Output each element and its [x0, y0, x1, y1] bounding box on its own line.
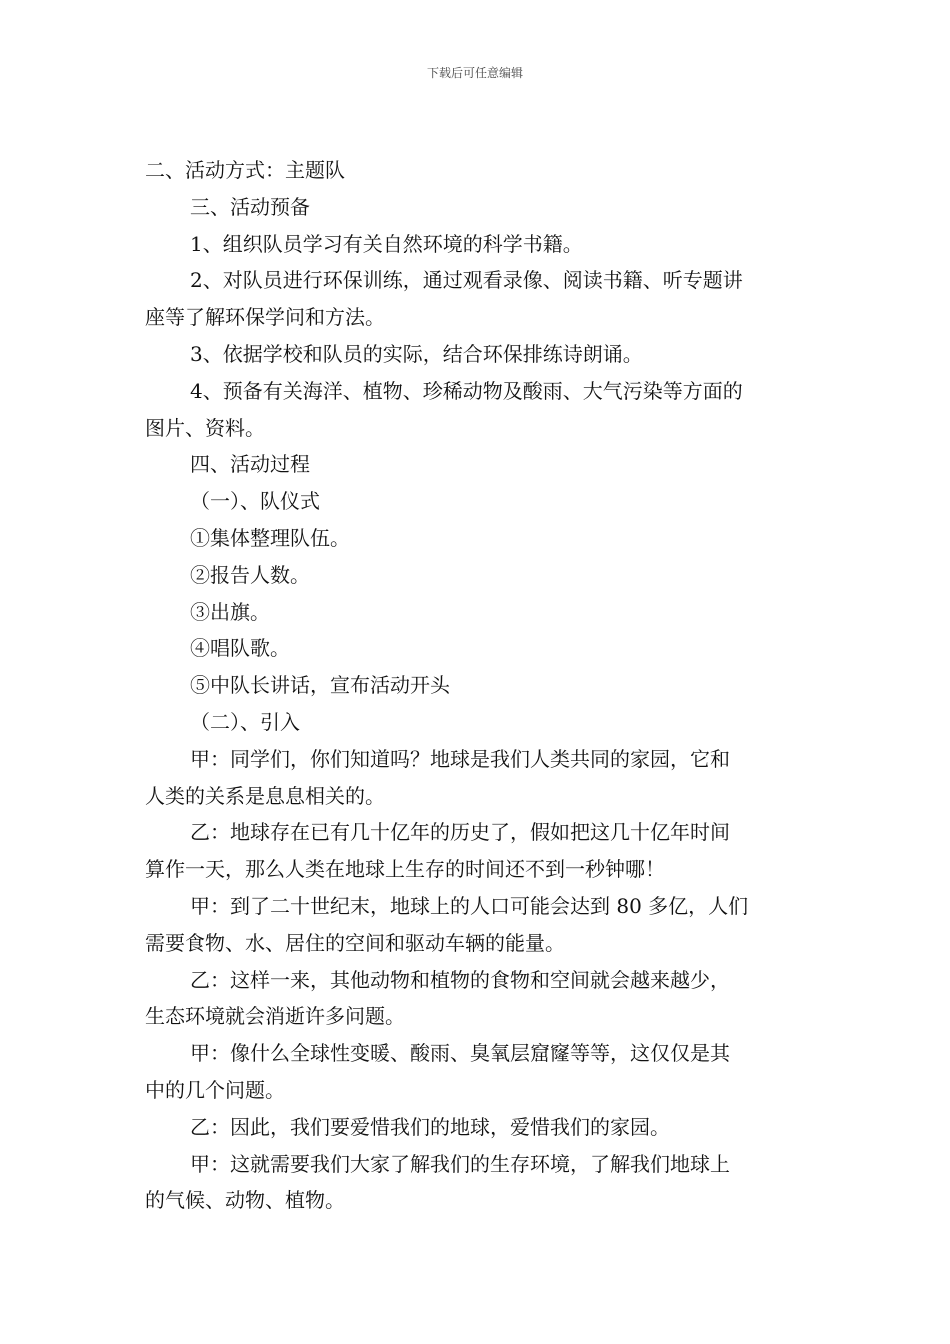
text-line: 甲：这就需要我们大家了解我们的生存环境，了解我们地球上: [190, 1151, 730, 1176]
text-line: 三、活动预备: [190, 194, 310, 219]
text-line: （二）、引入: [190, 709, 300, 734]
page-header: 下载后可任意编辑: [426, 66, 523, 80]
text-line: ③出旗。: [190, 599, 270, 624]
text-line: 的气候、动物、植物。: [145, 1188, 345, 1213]
text-line: 4、预备有关海洋、植物、珍稀动物及酸雨、大气污染等方面的: [190, 378, 743, 403]
text-line: 甲：到了二十世纪末，地球上的人口可能会达到 80 多亿，人们: [190, 893, 749, 918]
text-line: 中的几个问题。: [145, 1077, 285, 1102]
text-line: 生态环境就会消逝许多问题。: [145, 1004, 405, 1029]
text-line: 人类的关系是息息相关的。: [145, 783, 385, 808]
text-line: 图片、资料。: [145, 415, 265, 440]
text-line: ④唱队歌。: [190, 636, 290, 661]
text-line: 座等了解环保学问和方法。: [145, 305, 385, 330]
text-line: 1、组织队员学习有关自然环境的科学书籍。: [190, 231, 583, 256]
text-line: 算作一天，那么人类在地球上生存的时间还不到一秒钟哪！: [145, 857, 665, 882]
text-line: 乙：地球存在已有几十亿年的历史了，假如把这几十亿年时间: [190, 820, 730, 845]
text-line: 乙：因此，我们要爱惜我们的地球，爱惜我们的家园。: [190, 1114, 670, 1139]
text-line: ⑤中队长讲话，宣布活动开头: [190, 673, 450, 698]
text-line: 甲：像什么全球性变暖、酸雨、臭氧层窟窿等等，这仅仅是其: [190, 1041, 730, 1066]
text-line: 甲：同学们，你们知道吗？地球是我们人类共同的家园，它和: [190, 746, 730, 771]
text-line: 四、活动过程: [190, 452, 310, 477]
document-body: [145, 152, 810, 1219]
text-line: 3、依据学校和队员的实际，结合环保排练诗朗诵。: [190, 341, 643, 366]
text-line: ②报告人数。: [190, 562, 310, 587]
text-line: 2、对队员进行环保训练，通过观看录像、阅读书籍、听专题讲: [190, 268, 743, 293]
text-line: ①集体整理队伍。: [190, 525, 350, 550]
text-line: 需要食物、水、居住的空间和驱动车辆的能量。: [145, 930, 565, 955]
text-line: 二、活动方式：主题队: [145, 158, 345, 182]
text-line: 乙：这样一来，其他动物和植物的食物和空间就会越来越少，: [190, 967, 730, 992]
text-line: （一）、队仪式: [190, 489, 320, 514]
